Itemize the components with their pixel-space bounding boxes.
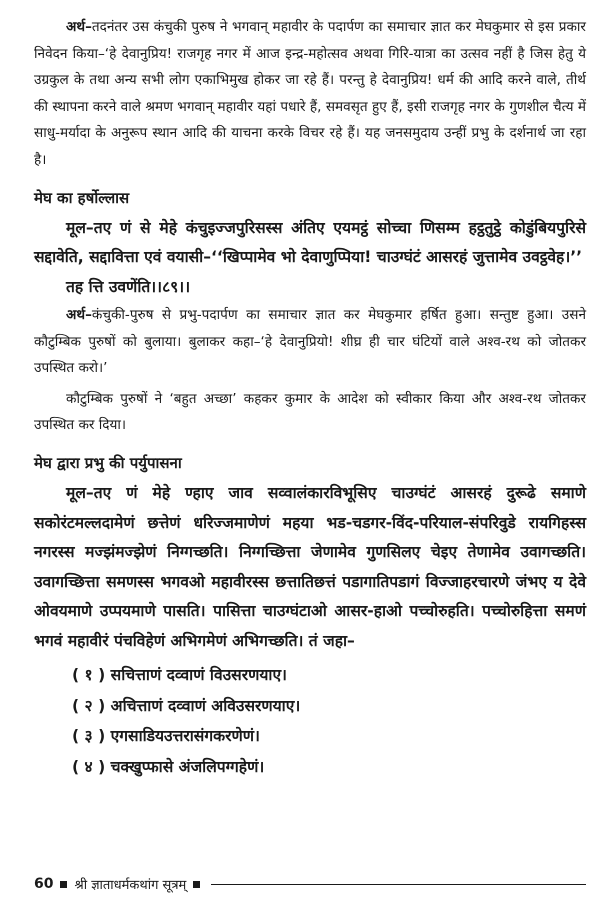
page-footer xyxy=(34,873,586,895)
artha-lead: अर्थ– xyxy=(66,307,92,324)
list-item: ( १ ) सचित्ताणं दव्वाणं विउसरणयाए। xyxy=(72,666,287,685)
mool-text-89-end: तह त्ति उवणेंति।।८९।। xyxy=(66,277,191,296)
page-content xyxy=(34,14,586,782)
paragraph-artha-89 xyxy=(34,302,586,382)
list-item: ( ४ ) चक्खुप्फासे अंजलिपग्गहेणं। xyxy=(72,757,265,776)
artha-text: कंचुकी-पुरुष से प्रभु-पदार्पण का समाचार ज्ञात कर मेघकुमार हर्षित हुआ। सन्तुष्ट हुआ। उसने कौटुम्बिक पुरुषों को बुलाया। बुलाकर कहा–‘हे देवानुप्रियो! शीघ्र ही चार घंटियों वाले अश्व-रथ को जोतकर उपस्थित करो।’ xyxy=(34,307,586,377)
footer-rule xyxy=(211,884,586,885)
paragraph-artha-89-2: कौटुम्बिक पुरुषों ने ‘बहुत अच्छा’ कहकर कुमार के आदेश को स्वीकार किया और अश्व-रथ जोतकर उपस्थित कर दिया। xyxy=(34,390,586,434)
list-item: ( २ ) अचित्ताणं दव्वाणं अविउसरणयाए। xyxy=(72,696,301,715)
page-number: 60 xyxy=(34,876,54,892)
square-bullet-icon xyxy=(193,881,200,888)
book-title: श्री ज्ञाताधर्मकथांग सूत्रम् xyxy=(74,878,187,893)
list-item: ( ३ ) एगसाडियउत्तरासंगकरणेणं। xyxy=(72,727,260,746)
abhigam-list xyxy=(72,660,586,782)
artha-text: तदनंतर उस कंचुकी पुरुष ने भगवान् महावीर के पदार्पण का समाचार ज्ञात कर मेघकुमार से इस प्रकार निवेदन किया–‘हे देवानुप्रिय! राजगृह नगर में आज इन्द्र-महोत्सव अथवा गिरि-यात्रा का उत्सव नहीं है जिस हेतु ये उग्रकुल के तथा अन्य सभी लोग एकाभिमुख होकर जा रहे हैं। परन्तु हे देवानुप्रिय! धर्म की आदि करने वाले, तीर्थ की स्थापना करने वाले श्रमण भगवान् महावीर यहां पधारे हैं, समवसृत हुए हैं, इसी राजगृह नगर के गुणशील चैत्य में साधु-मर्यादा के अनुरूप स्थान आदि की याचना करके विचर रहे हैं। यह जनसमुदाय उन्हीं प्रभु के दर्शनार्थ जा रहा है। xyxy=(34,19,586,168)
section-heading-paryupasana: मेघ द्वारा प्रभु की पर्युपासना xyxy=(34,454,182,473)
mool-text-89: मूल–तए णं से मेहे कंचुइज्जपुरिसस्स अंतिए एयमट्ठं सोच्चा णिसम्म हट्ठतुट्ठे कोडुंबियपुरिसे सद्दावेति, सद्दावित्ता एवं वयासी–‘‘खिप्पामेव भो देवाणुप्पिया! चाउग्घंटं आसरहं जुत्तामेव उवट्ठवेह।’’ xyxy=(34,218,586,267)
section-heading-harshollas: मेघ का हर्षोल्लास xyxy=(34,188,130,207)
mool-text-90: मूल–तए णं मेहे ण्हाए जाव सव्वालंकारविभूसिए चाउग्घंटं आसरहं दुरूढे समाणे सकोरंटमल्लदामेणं छत्तेणं धरिज्जमाणेणं महया भड-चडगर-विंद-परियाल-संपरिवुडे रायगिहस्स नगरस्स मज्झंमज्झेणं निग्गच्छति। निग्गच्छित्ता जेणामेव गुणसिलए चेइए तेणामेव उवागच्छति। उवागच्छित्ता समणस्स भगवओ महावीरस्स छत्तातिछत्तं पडागातिपडागं विज्जाहरचारणे जंभए य देवे ओवयमाणे उप्पयमाणे पासति। पासित्ता चाउग्घंटाओ आसर-हाओ पच्चोरुहति। पच्चोरुहित्ता समणं भगवं महावीरं पंचविहेणं अभिगमेणं अभिगच्छति। तं जहा– xyxy=(34,484,586,650)
square-bullet-icon xyxy=(60,881,67,888)
artha-lead: अर्थ– xyxy=(66,19,92,35)
paragraph-artha-1 xyxy=(34,14,586,174)
